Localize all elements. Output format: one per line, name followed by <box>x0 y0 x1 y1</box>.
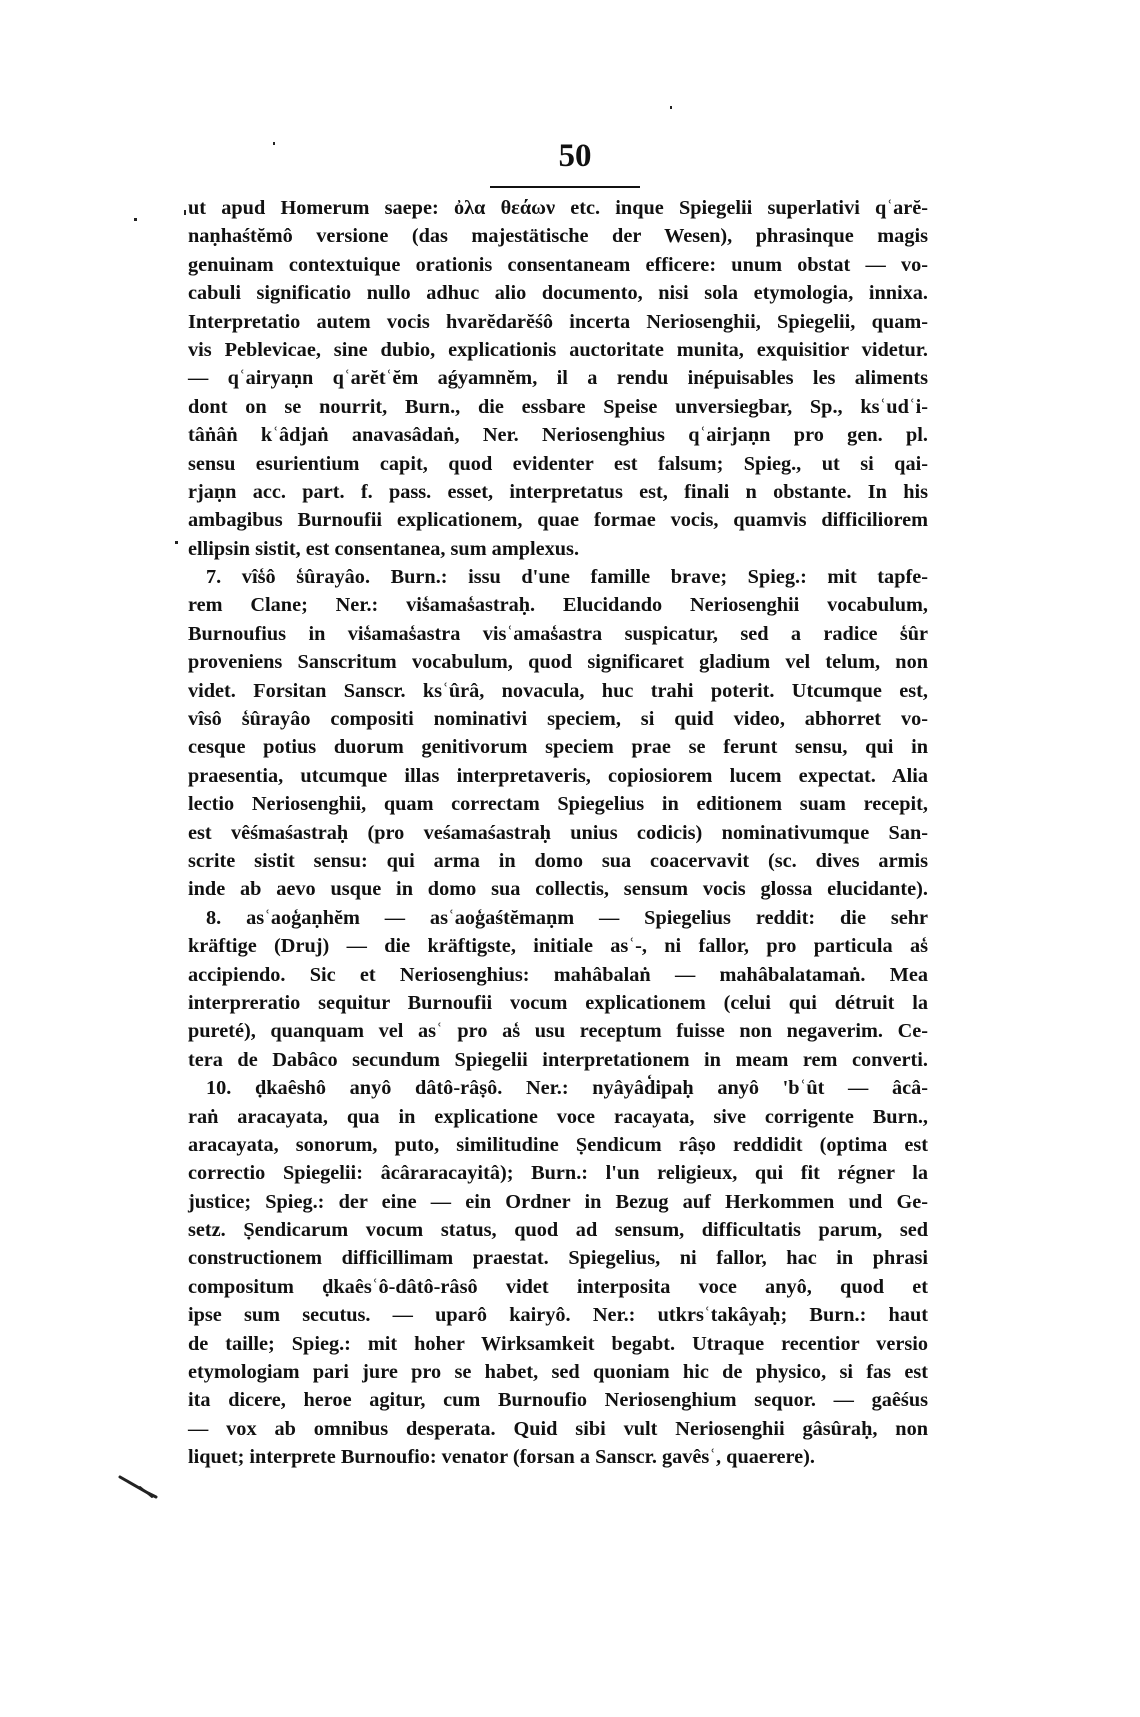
text-line: interpreratio sequitur Burnoufii vocum explicationem (celui qui détruit la <box>188 991 928 1014</box>
text-line: cesque potius duorum genitivorum speciem prae se ferunt sensu, qui in <box>188 736 928 759</box>
text-line: tera de Dabâco secundum Spiegelii interpretationem in meam rem converti. <box>188 1048 928 1071</box>
ink-speck <box>175 541 178 544</box>
text-line: lectio Neriosenghii, quam correctam Spiegelius in editionem suam recepit, <box>188 793 928 816</box>
text-line: dont on se nourrit, Burn., die essbare Speise unversiegbar, Sp., ksʿudʿi- <box>188 395 928 418</box>
text-line: vis Peblevicae, sine dubio, explicationis auctoritate munita, exquisitior videtur. <box>188 338 928 361</box>
text-line: raṅ aracayata, qua in explicatione voce racayata, sive corrigente Burn., <box>188 1105 928 1128</box>
text-line: scrite sistit sensu: qui arma in domo sua coacervavit (sc. dives armis <box>188 849 928 872</box>
text-line: 7. vîs̒ô s̒ûrayâo. Burn.: issu d'une famille brave; Spieg.: mit tapfe- <box>206 566 928 589</box>
text-line: liquet; interprete Burnoufio: venator (forsan a Sanscr. gavêsʿ, quaerere). <box>188 1446 815 1469</box>
ink-speck <box>273 142 275 145</box>
ink-speck <box>670 106 672 109</box>
text-line: pureté), quanquam vel asʿ pro as̒ usu receptum fuisse non negaverim. Ce- <box>188 1020 928 1043</box>
text-line: ut apud Homerum saepe: ὀλα θεάων etc. inque Spiegelii superlativi qʿarĕ- <box>188 197 928 219</box>
text-line: proveniens Sanscritum vocabulum, quod significaret gladium vel telum, non <box>188 651 928 674</box>
text-line: praesentia, utcumque illas interpretaveris, copiosiorem lucem expectat. Alia <box>188 764 928 787</box>
ink-stroke-mark <box>118 1475 158 1499</box>
text-line: kräftige (Druj) — die kräftigste, initiale asʿ-, ni fallor, pro particula as̒ <box>188 935 928 958</box>
text-line: justice; Spieg.: der eine — ein Ordner in Bezug auf Herkommen und Ge- <box>188 1190 928 1213</box>
text-line: de taille; Spieg.: mit hoher Wirksamkeit begabt. Utraque recentior versio <box>188 1332 928 1355</box>
text-line: compositum ḍkaêsʿô-dâtô-râsô videt interposita voce anyô, quod et <box>188 1275 928 1298</box>
text-line: Interpretatio autem vocis hvarĕdarĕśô incerta Neriosenghii, Spiegelii, quam- <box>188 310 928 333</box>
ink-speck <box>134 218 137 221</box>
text-line: constructionem difficillimam praestat. Spiegelius, ni fallor, hac in phrasi <box>188 1247 928 1270</box>
text-line: correctio Spiegelii: âcâraracayitâ); Burn.: l'un religieux, qui fit régner la <box>188 1162 928 1185</box>
text-line: Burnoufius in vis̒amas̒astra visʿamas̒astra suspicatur, sed a radice s̒ûr <box>188 622 928 645</box>
text-line: ita dicere, heroe agitur, cum Burnoufio Neriosenghium sequor. — gaêśus <box>188 1389 928 1412</box>
text-line: naṇhaśtĕmô versione (das majestätische der Wesen), phrasinque magis <box>188 225 928 248</box>
text-line: — vox ab omnibus desperata. Quid sibi vult Neriosenghii gâsûraḥ, non <box>188 1417 928 1440</box>
text-line: accipiendo. Sic et Neriosenghius: mahâbalaṅ — mahâbalatamaṅ. Mea <box>188 963 928 986</box>
text-line: etymologiam pari jure pro se habet, sed quoniam hic de physico, si fas est <box>188 1361 928 1384</box>
text-line: rem Clane; Ner.: vis̒amas̒astraḥ. Elucidando Neriosenghii vocabulum, <box>188 594 928 617</box>
text-line: 8. asʿaog̒aṇhĕm — asʿaog̒aśtĕmaṇm — Spiegelius reddit: die sehr <box>206 906 928 929</box>
text-line: sensu esurientium capit, quod evidenter est falsum; Spieg., ut si qai- <box>188 452 928 475</box>
text-line: genuinam contextuique orationis consentaneam efficere: unum obstat — vo- <box>188 253 928 276</box>
text-line: inde ab aevo usque in domo sua collectis, sensum vocis glossa elucidante). <box>188 878 928 901</box>
body-text <box>188 194 928 1472</box>
text-line: vîsô s̒ûrayâo compositi nominativi speciem, si quid video, abhorret vo- <box>188 708 928 731</box>
text-line: setz. Ṣendicarum vocum status, quod ad sensum, difficultatis parum, sed <box>188 1219 928 1242</box>
text-line: tâṅâṅ kʿâdjaṅ anavasâdaṅ, Ner. Neriosenghius qʿairjaṇn pro gen. pl. <box>188 424 928 447</box>
text-line: ambagibus Burnoufii explicationem, quae formae vocis, quamvis difficiliorem <box>188 509 928 532</box>
header-rule <box>490 186 640 188</box>
text-line: videt. Forsitan Sanscr. ksʿûrâ, novacula, huc trahi poterit. Utcumque est, <box>188 679 928 702</box>
ink-speck <box>184 210 186 215</box>
text-line: ellipsin sistit, est consentanea, sum amplexus. <box>188 537 580 560</box>
text-line: rjaṇn acc. part. f. pass. esset, interpretatus est, finali n obstante. In his <box>188 480 928 503</box>
text-line: — qʿairyaṇn qʿarĕtʿĕm aǵyamnĕm, il a rendu inépuisables les aliments <box>188 367 928 390</box>
text-line: aracayata, sonorum, puto, similitudine Ṣendicum râṣo reddidit (optima est <box>188 1133 928 1156</box>
text-line: ipse sum secutus. — uparô kairyô. Ner.: utkrsʿtakâyaḥ; Burn.: haut <box>188 1304 928 1327</box>
text-line: cabuli significatio nullo adhuc alio documento, nisi sola etymologia, innixa. <box>188 282 928 305</box>
text-line: est vêśmaśastraḥ (pro veśamaśastraḥ unius codicis) nominativumque San- <box>188 821 928 844</box>
text-line: 10. ḍkaêshô anyô dâtô-râṣô. Ner.: nyâyâd̒ipaḥ anyô 'bʿût — âcâ- <box>206 1077 928 1100</box>
page-number: 50 <box>558 138 592 174</box>
